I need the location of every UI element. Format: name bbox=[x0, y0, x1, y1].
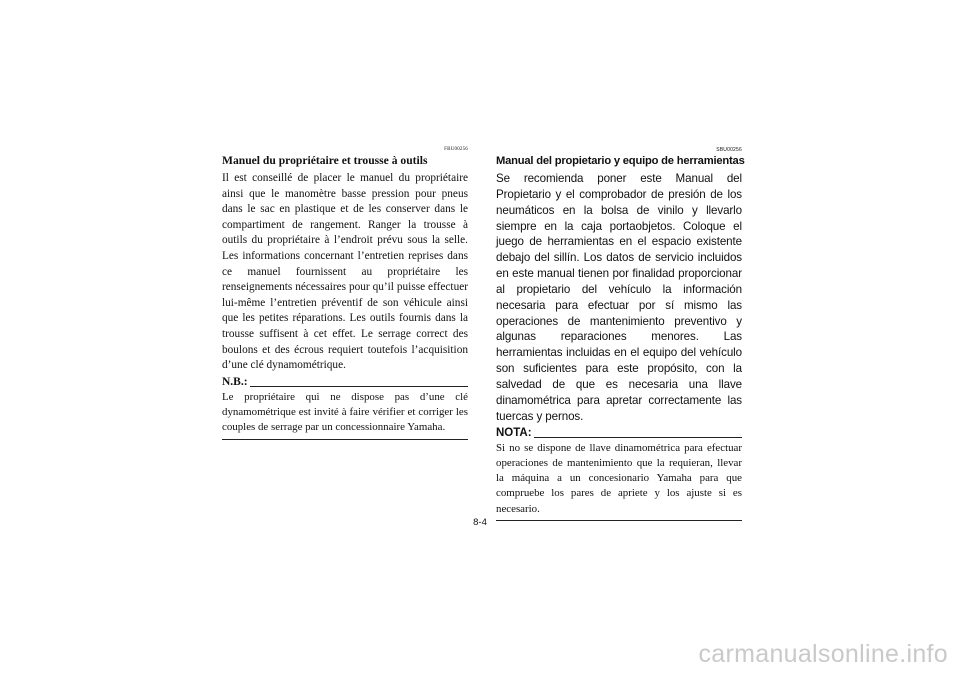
french-column bbox=[222, 147, 468, 440]
section-title: Manuel du propriétaire et trousse à outils bbox=[222, 154, 428, 167]
note-rule bbox=[534, 437, 742, 438]
section-code: FBU00256 bbox=[444, 147, 468, 152]
spanish-column bbox=[496, 147, 745, 521]
watermark: carmanualsonline.info bbox=[698, 640, 948, 668]
note-end-rule bbox=[496, 520, 742, 521]
section-code: SBU00256 bbox=[716, 147, 742, 153]
note-box bbox=[496, 425, 742, 521]
note-label: N.B.: bbox=[222, 375, 248, 388]
page-number: 8-4 bbox=[473, 517, 487, 528]
section-title: Manual del propietario y equipo de herramientas bbox=[496, 155, 745, 167]
note-label: NOTA: bbox=[496, 426, 532, 439]
note-end-rule bbox=[222, 439, 468, 440]
note-text: Le propriétaire qui ne dispose pas d’une clé dynamométrique est invité à faire vérifier et corriger les couples de serrage par un concessionnaire Yamaha. bbox=[222, 390, 468, 434]
note-header bbox=[496, 425, 742, 440]
note-text: Si no se dispone de llave dinamométrica para efectuar operaciones de mantenimiento que la requieran, llevar la máquina a un concesionario Yamaha para que compruebe los pares de apriete y los ajuste si es necesario. bbox=[496, 441, 742, 515]
section-body: Il est conseillé de placer le manuel du propriétaire ainsi que le manomètre basse pression pour pneus dans le sac en plastique et de les conserver dans le compartiment de rangement. Ranger la trousse à outils du propriétaire à l’endroit prévu sous la selle. Les informations concernant l’entretien reprises dans ce manuel fournissent au propriétaire les renseignements nécessaires pour qu’il puisse effectuer lui-même l’entretien préventif de son véhicule ainsi que les petites réparations. Les outils fournis dans la trousse suffisent à cet effet. Le serrage correct des boulons et des écrous requiert toutefois l’acquisition d’une clé dynamométrique. bbox=[222, 172, 468, 372]
section-body: Se recomienda poner este Manual del Propietario y el comprobador de presión de los neumáticos en la bolsa de vinilo y llevarlo siempre en la caja portaobjetos. Coloque el juego de herramientas en el espacio existente debajo del sillín. Los datos de servicio incluidos en este manual tienen por finalidad proporcionar al propietario del vehículo la información necesaria para efectuar por sí mismo las operaciones de mantenimiento preventivo y algunas reparaciones menores. Las herramientas incluidas en el equipo del vehículo son suficientes para este propósito, con la salvedad de que es necesaria una llave dinamométrica para apretar correctamente las tuercas y pernos. bbox=[496, 172, 742, 423]
note-header bbox=[222, 374, 468, 389]
note-rule bbox=[250, 386, 468, 387]
note-box bbox=[222, 374, 468, 440]
